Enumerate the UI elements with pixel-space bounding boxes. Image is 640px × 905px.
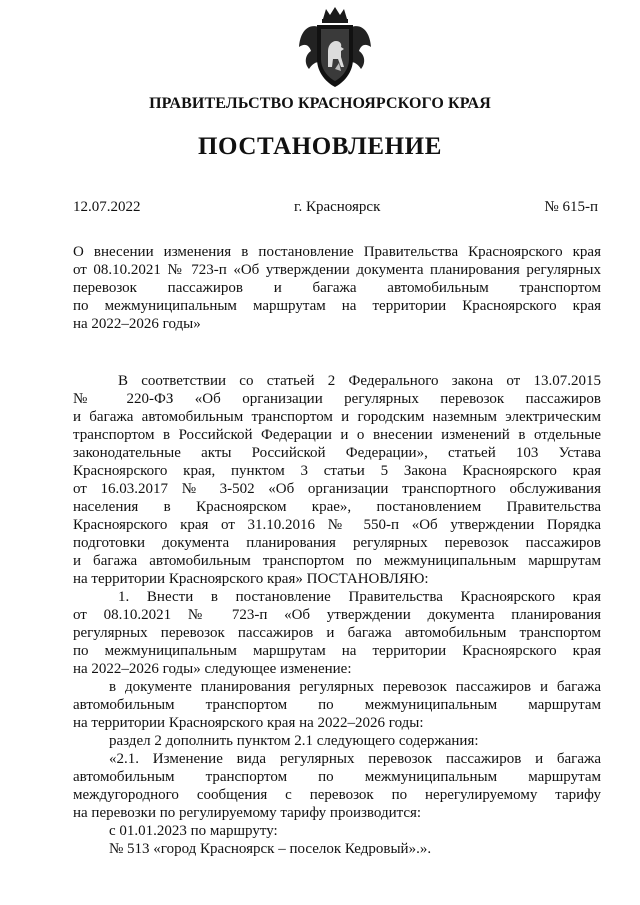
- amendment-line: в документе планирования регулярных перевозок пассажиров и багажа: [109, 679, 601, 695]
- amendment-line: на территории Красноярского края на 2022–2026 годы:: [73, 715, 424, 731]
- subject-line: по межмуниципальным маршрутам на территории Красноярского края: [73, 298, 601, 314]
- organization-title: ПРАВИТЕЛЬСТВО КРАСНОЯРСКОГО КРАЯ: [149, 95, 491, 112]
- effective-date-line: с 01.01.2023 по маршруту:: [109, 823, 278, 839]
- item-1-line: на 2022–2026 годы» следующее изменение:: [73, 661, 352, 677]
- quote-line: междугородного сообщения с перевозок по нерегулируемому тарифу: [73, 787, 601, 803]
- preamble-line: от 16.03.2017 № 3-502 «Об организации транспортного обслуживания: [73, 481, 601, 497]
- section-line: раздел 2 дополнить пунктом 2.1 следующего содержания:: [109, 733, 479, 749]
- amendment-line: автомобильным транспортом по межмуниципальным маршрутам: [73, 697, 601, 713]
- preamble-line: Красноярского края от 31.10.2016 № 550-п «Об утверждении Порядка: [73, 517, 601, 533]
- document-amendment-paragraph: [73, 678, 601, 732]
- preamble-line: В соответствии со статьей 2 Федерального закона от 13.07.2015: [118, 373, 601, 389]
- preamble-line: населения в Красноярском крае», постановлением Правительства: [73, 499, 601, 515]
- quote-line: автомобильным транспортом по межмуниципальным маршрутам: [73, 769, 601, 785]
- preamble-paragraph: [73, 372, 601, 588]
- preamble-line: подготовки документа планирования регулярных перевозок пассажиров: [73, 535, 601, 551]
- item-1-line: 1. Внести в постановление Правительства Красноярского края: [118, 589, 601, 605]
- document-number: № 615-п: [544, 199, 598, 215]
- preamble-line: законодательные акты Российской Федерации», статьей 103 Устава: [73, 445, 601, 461]
- route-line: № 513 «город Красноярск – поселок Кедровый».».: [109, 841, 432, 857]
- preamble-line: Красноярского края, пунктом 3 статьи 5 Закона Красноярского края: [73, 463, 601, 479]
- quote-line: «2.1. Изменение вида регулярных перевозок пассажиров и багажа: [109, 751, 601, 767]
- item-1-line: регулярных перевозок пассажиров и багажа автомобильным транспортом: [73, 625, 601, 641]
- item-1-paragraph: [73, 588, 601, 678]
- preamble-line: и багажа автомобильным транспортом и городским наземным электрическим: [73, 409, 601, 425]
- coat-of-arms-icon: [297, 5, 373, 91]
- section-paragraph: [73, 732, 601, 750]
- document-subject: [73, 243, 601, 333]
- document-city: г. Красноярск: [294, 199, 381, 215]
- preamble-line: на территории Красноярского края» ПОСТАНОВЛЯЮ:: [73, 571, 429, 587]
- preamble-line: транспортом в Российской Федерации и о внесении изменений в отдельные: [73, 427, 601, 443]
- subject-line: перевозок пассажиров и багажа автомобильным транспортом: [73, 280, 601, 296]
- item-1-line: по межмуниципальным маршрутам на территории Красноярского края: [73, 643, 601, 659]
- document-type: ПОСТАНОВЛЕНИЕ: [197, 133, 443, 160]
- preamble-line: № 220-ФЗ «Об организации регулярных перевозок пассажиров: [73, 391, 601, 407]
- date-paragraph: [73, 822, 601, 840]
- document-date: 12.07.2022: [73, 199, 141, 215]
- quote-line: на перевозки по регулируемому тарифу производится:: [73, 805, 422, 821]
- subject-line: О внесении изменения в постановление Правительства Красноярского края: [73, 244, 601, 260]
- quoted-clause: [73, 750, 601, 822]
- subject-line: от 08.10.2021 № 723-п «Об утверждении документа планирования регулярных: [73, 262, 601, 278]
- route-paragraph: [73, 840, 601, 858]
- subject-line: на 2022–2026 годы»: [73, 316, 201, 332]
- preamble-line: и багажа автомобильным транспортом по межмуниципальным маршрутам: [73, 553, 601, 569]
- item-1-line: от 08.10.2021 № 723-п «Об утверждении документа планирования: [73, 607, 601, 623]
